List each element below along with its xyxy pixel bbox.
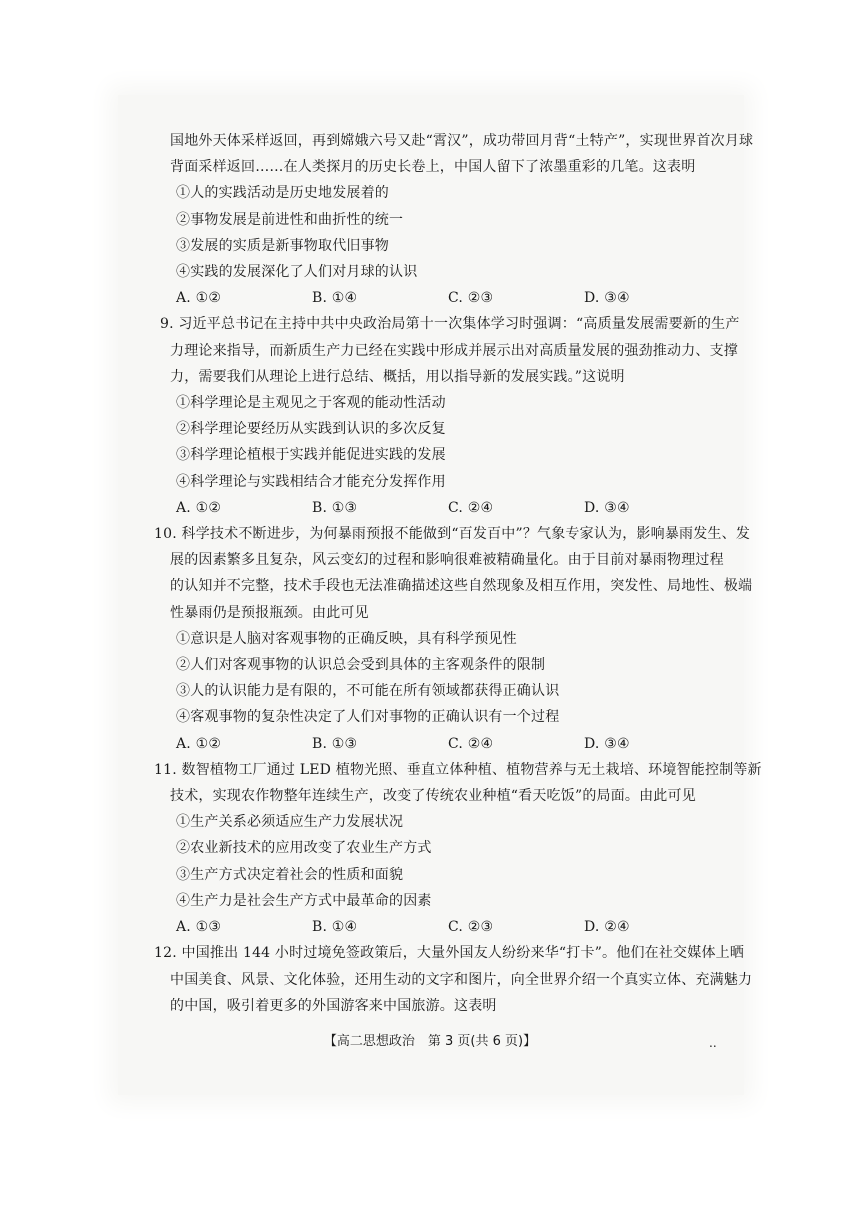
choice-c: C. ②③ <box>448 919 494 936</box>
question-stem-line: 技术，实现农作物整年连续生产，改变了传统农业种植“看天吃饭”的局面。由此可见 <box>170 788 696 805</box>
answer-choices <box>170 285 730 311</box>
page-footer: 【高二思想政治 第 3 页(共 6 页)】 <box>323 1034 537 1049</box>
statement-option: ①生产关系必须适应生产力发展状况 <box>176 814 404 831</box>
statement-option: ②事物发展是前进性和曲折性的统一 <box>176 211 404 228</box>
choice-b: B. ①④ <box>312 290 358 307</box>
statement-option: ③科学理论植根于实践并能促进实践的发展 <box>176 447 446 464</box>
question-stem-line: 11. 数智植物工厂通过 LED 植物光照、垂直立体种植、植物营养与无土栽培、环境智能控制等新 <box>154 761 762 778</box>
statement-option: ③人的认识能力是有限的，不可能在所有领域都获得正确认识 <box>176 683 560 700</box>
choice-c: C. ②④ <box>448 735 494 752</box>
statement-option: ②人们对客观事物的认识总会受到具体的主客观条件的限制 <box>176 657 546 674</box>
choice-a: A. ①② <box>176 290 222 307</box>
question-9 <box>160 311 740 521</box>
question-8 <box>170 128 754 311</box>
exam-page <box>154 128 762 1019</box>
question-stem-line: 展的因素繁多且复杂，风云变幻的过程和影响很难被精确量化。由于目前对暴雨物理过程 <box>170 552 724 569</box>
question-stem-line: 12. 中国推出 144 小时过境免签政策后，大量外国友人纷纷来华“打卡”。他们在社交媒体上晒 <box>154 945 745 962</box>
statement-option: ④客观事物的复杂性决定了人们对事物的正确认识有一个过程 <box>176 709 560 726</box>
choice-d: D. ②④ <box>584 919 630 936</box>
choice-d: D. ③④ <box>584 290 630 307</box>
choice-b: B. ①③ <box>312 499 358 516</box>
choice-a: A. ①③ <box>176 919 222 936</box>
question-10 <box>154 521 753 757</box>
statement-option: ①人的实践活动是历史地发展着的 <box>176 185 389 202</box>
answer-choices <box>170 495 730 521</box>
statement-option: ③发展的实质是新事物取代旧事物 <box>176 237 389 254</box>
choice-c: C. ②④ <box>448 499 494 516</box>
statement-option: ④生产力是社会生产方式中最革命的因素 <box>176 892 432 909</box>
question-stem-line: 性暴雨仍是预报瓶颈。由此可见 <box>170 604 369 621</box>
question-stem-line: 力理论来指导，而新质生产力已经在实践中形成并展示出对高质量发展的强劲推动力、支撑 <box>170 342 738 359</box>
statement-option: ①科学理论是主观见之于客观的能动性活动 <box>176 395 446 412</box>
question-stem-line: 背面采样返回……在人类探月的历史长卷上，中国人留下了浓墨重彩的几笔。这表明 <box>170 159 696 176</box>
choice-d: D. ③④ <box>584 499 630 516</box>
answer-choices <box>170 914 730 940</box>
question-stem-line: 9. 习近平总书记在主持中共中央政治局第十一次集体学习时强调：“高质量发展需要新的生产 <box>160 316 740 333</box>
statement-option: ①意识是人脑对客观事物的正确反映，具有科学预见性 <box>176 630 517 647</box>
choice-c: C. ②③ <box>448 290 494 307</box>
question-stem-line: 10. 科学技术不断进步，为何暴雨预报不能做到“百发百中”？气象专家认为，影响暴雨发生、发 <box>154 526 751 543</box>
statement-option: ③生产方式决定着社会的性质和面貌 <box>176 866 404 883</box>
statement-option: ②科学理论要经历从实践到认识的多次反复 <box>176 421 446 438</box>
question-stem-line: 国地外天体采样返回，再到嫦娥六号又赴“霄汉”，成功带回月背“土特产”，实现世界首次月球 <box>170 133 754 149</box>
statement-option: ②农业新技术的应用改变了农业生产方式 <box>176 840 432 857</box>
question-stem-line: 的认知并不完整，技术手段也无法准确描述这些自然现象及相互作用，突发性、局地性、极端 <box>170 578 753 595</box>
choice-a: A. ①② <box>176 735 222 752</box>
statement-option: ④实践的发展深化了人们对月球的认识 <box>176 264 418 281</box>
choice-a: A. ①② <box>176 499 222 516</box>
choice-b: B. ①④ <box>312 919 358 936</box>
question-stem-line: 的中国，吸引着更多的外国游客来中国旅游。这表明 <box>170 997 497 1014</box>
corner-mark: .. <box>709 1036 717 1050</box>
question-12 <box>154 940 753 1019</box>
statement-option: ④科学理论与实践相结合才能充分发挥作用 <box>176 473 446 490</box>
answer-choices <box>170 731 730 757</box>
question-11 <box>154 757 762 940</box>
choice-b: B. ①③ <box>312 735 358 752</box>
question-stem-line: 中国美食、风景、文化体验，还用生动的文字和图片，向全世界介绍一个真实立体、充满魅力 <box>170 971 753 988</box>
question-stem-line: 力，需要我们从理论上进行总结、概括，用以指导新的发展实践。”这说明 <box>170 368 625 385</box>
choice-d: D. ③④ <box>584 735 630 752</box>
